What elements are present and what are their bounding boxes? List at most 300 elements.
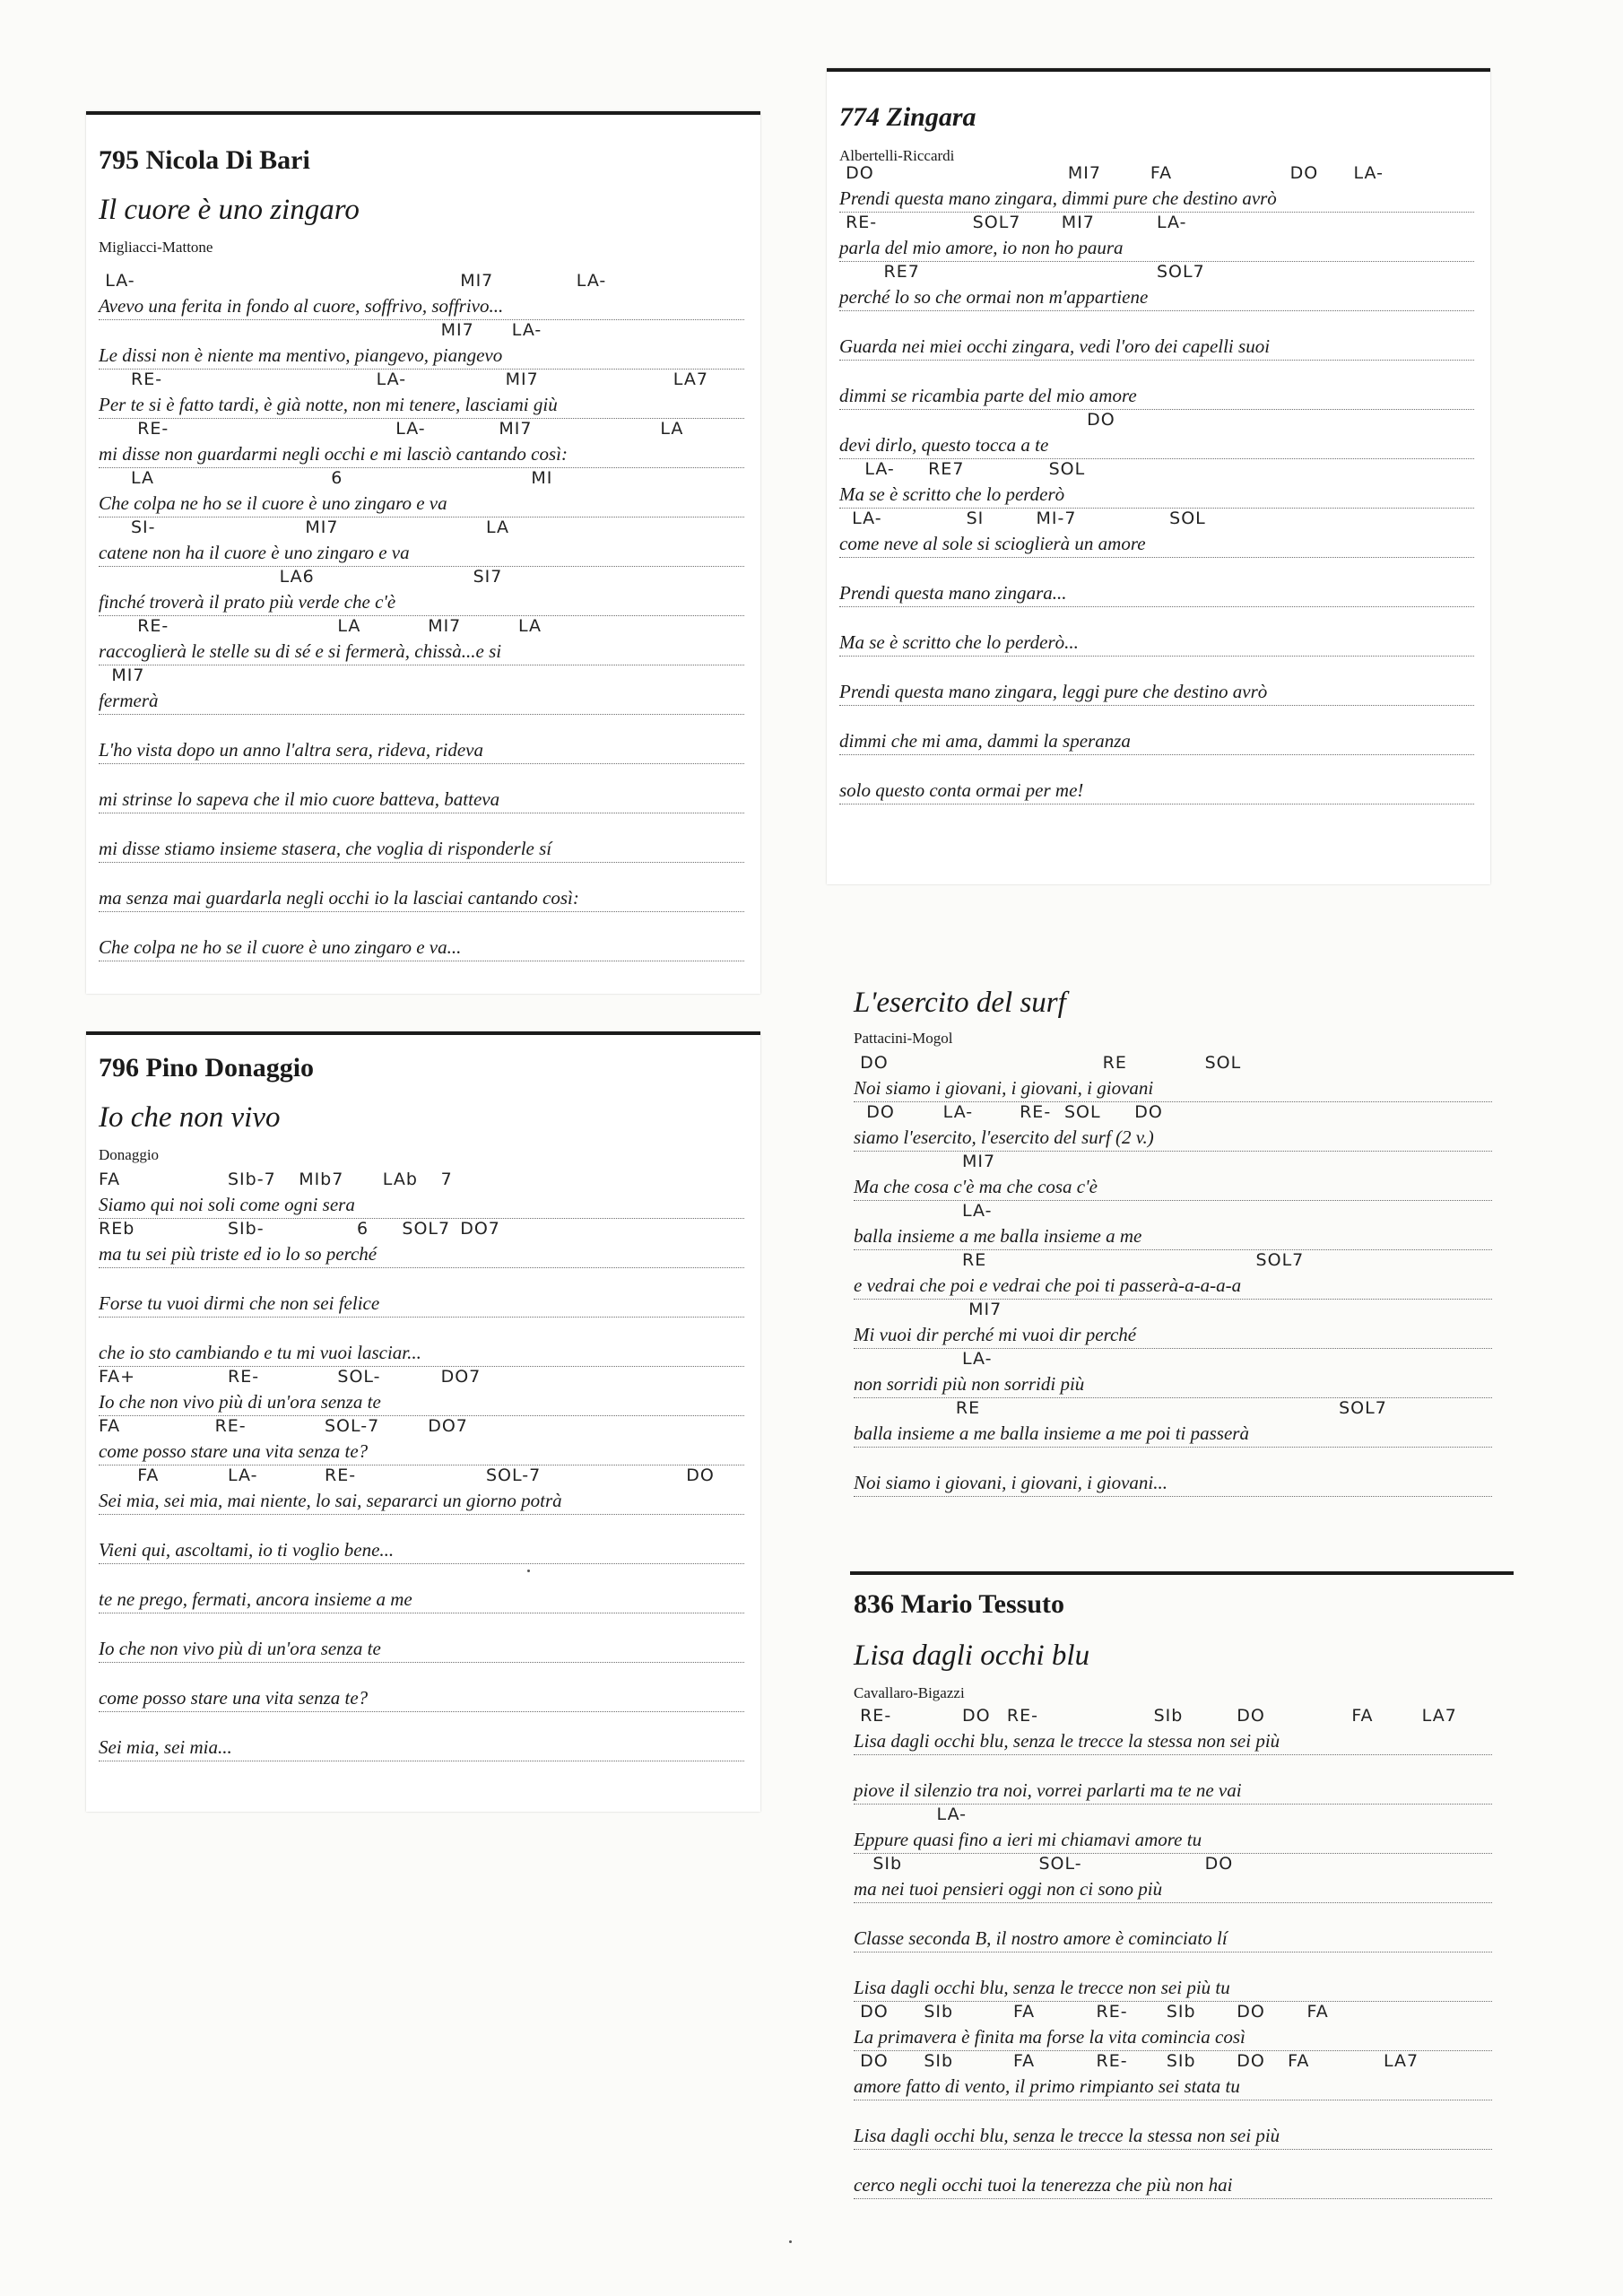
chord-label: RE- <box>137 419 169 439</box>
lyric-text: mi disse stiamo insieme stasera, che voglia di risponderle sí <box>99 838 552 859</box>
chord-label: RE- <box>228 1367 260 1387</box>
song-authors: Migliacci-Mattone <box>99 239 213 256</box>
chord-label: MI7 <box>962 1152 996 1171</box>
lyric-line <box>854 2099 1492 2150</box>
section-rule <box>850 1571 1514 1575</box>
chord-row <box>99 616 744 638</box>
lyric-line <box>99 1562 744 1613</box>
sheet-795 <box>86 111 760 994</box>
chord-label: LA7 <box>1383 2051 1419 2071</box>
chord-label: DO <box>1204 1854 1234 1874</box>
lyric-line <box>99 614 744 665</box>
song-title: L'esercito del surf <box>854 987 1066 1019</box>
lyric-line <box>854 2148 1492 2199</box>
lyric-text: Vieni qui, ascoltami, io ti voglio bene... <box>99 1539 395 1561</box>
song-header: 796 Pino Donaggio <box>99 1053 315 1083</box>
lyric-line <box>99 664 744 715</box>
chord-label: DO <box>866 1102 895 1122</box>
lyric-text: Sei mia, sei mia... <box>99 1736 232 1758</box>
lyric-text: dimmi che mi ama, dammi la speranza <box>839 730 1131 752</box>
chord-label: DO7 <box>460 1219 500 1239</box>
chord-label: RE- <box>846 213 878 232</box>
chord-row <box>99 1318 744 1339</box>
chord-label: FA <box>1013 2051 1036 2071</box>
chord-row <box>854 1805 1492 1826</box>
chord-label: MI7 <box>1061 213 1095 232</box>
chord-label: MI7 <box>1067 163 1101 183</box>
lyric-text: Siamo qui noi soli come ogni sera <box>99 1194 355 1215</box>
lyric-text: Classe seconda B, il nostro amore è cominciato lí <box>854 1927 1228 1949</box>
chord-label: MI7 <box>440 320 474 340</box>
chord-label: DO <box>846 163 874 183</box>
song-header <box>839 102 976 133</box>
song-authors: Albertelli-Riccardi <box>839 147 955 164</box>
lyric-text: dimmi se ricambia parte del mio amore <box>839 385 1137 406</box>
lyric-line <box>99 1513 744 1564</box>
chord-row <box>99 764 744 786</box>
chord-label: DO7 <box>440 1367 482 1387</box>
lyric-line <box>854 2000 1492 2051</box>
section-rule <box>86 1031 760 1035</box>
lyric-line <box>854 1150 1492 1201</box>
lyric-text: Mi vuoi dir perché mi vuoi dir perché <box>854 1324 1137 1345</box>
chord-row <box>854 1102 1492 1124</box>
chord-row <box>99 567 744 588</box>
chord-label: LA- <box>576 271 607 291</box>
song-title: Lisa dagli occhi blu <box>854 1639 1090 1672</box>
chord-label: LA- <box>1157 213 1187 232</box>
chord-row <box>99 1663 744 1684</box>
chord-row <box>99 1170 744 1191</box>
lyric-line <box>99 318 744 370</box>
lyric-text: cerco negli occhi tuoi la tenerezza che più non hai <box>854 2174 1233 2196</box>
lyric-line <box>839 260 1474 311</box>
chord-label: DO7 <box>428 1416 468 1436</box>
chord-label: LA- <box>376 370 407 389</box>
lyric-text: siamo l'esercito, l'esercito del surf (2 v.) <box>854 1126 1154 1148</box>
lyric-line <box>99 1365 744 1416</box>
chord-label: DO <box>1237 2002 1265 2022</box>
chord-label: LA- <box>1353 163 1384 183</box>
chord-label: DO <box>1237 1706 1265 1726</box>
lyric-text: Che colpa ne ho se il cuore è uno zingaro e va <box>99 492 447 514</box>
chord-row <box>99 1268 744 1290</box>
lyric-line <box>99 762 744 813</box>
lyric-text: te ne prego, fermati, ancora insieme a me <box>99 1588 412 1610</box>
chord-row <box>99 1613 744 1635</box>
chord-row <box>854 1854 1492 1875</box>
lyric-text: e vedrai che poi e vedrai che poi ti passerà-a-a-a-a <box>854 1274 1242 1296</box>
lyric-text: parla del mio amore, io non ho paura <box>839 237 1124 258</box>
chord-row <box>99 863 744 884</box>
chord-label: FA <box>99 1170 121 1189</box>
chord-label: LAb <box>382 1170 418 1189</box>
chord-label: LA- <box>105 271 135 291</box>
chord-row <box>99 1367 744 1388</box>
lyric-text: Prendi questa mano zingara, leggi pure che destino avrò <box>839 681 1268 702</box>
chord-label: SOL- <box>337 1367 381 1387</box>
chord-row <box>99 715 744 736</box>
chord-row <box>839 410 1474 431</box>
chord-label: RE7 <box>928 459 965 479</box>
chord-label: SOL <box>1048 459 1086 479</box>
chord-label: DO <box>962 1706 991 1726</box>
chord-row <box>839 311 1474 333</box>
chord-label: DO <box>860 2051 889 2071</box>
chord-label: MI7 <box>499 419 533 439</box>
lyric-line <box>854 1901 1492 1952</box>
chord-label: MI7 <box>505 370 539 389</box>
lyric-text: che io sto cambiando e tu mi vuoi lasciar... <box>99 1342 421 1363</box>
lyric-text: Io che non vivo più di un'ora senza te <box>99 1391 381 1413</box>
lyric-line <box>99 713 744 764</box>
lyric-line <box>854 1446 1492 1497</box>
lyric-text: balla insieme a me balla insieme a me poi ti passerà <box>854 1422 1249 1444</box>
chord-label: RE- <box>325 1465 357 1485</box>
lyric-text: Ma se è scritto che lo perderò <box>839 483 1065 505</box>
chord-label: SI- <box>131 517 156 537</box>
chord-label: 6 <box>331 468 343 488</box>
chord-label: SOL- <box>1038 1854 1082 1874</box>
lyric-text: Eppure quasi fino a ieri mi chiamavi amore tu <box>854 1829 1202 1850</box>
lyric-line <box>854 1753 1492 1805</box>
chord-label: SIb-7 <box>228 1170 276 1189</box>
sheet-surf-836 <box>701 951 1508 2242</box>
chord-row <box>99 1219 744 1240</box>
chord-label: 6 <box>357 1219 369 1239</box>
chord-label: MI7 <box>460 271 494 291</box>
chord-label: SOL-7 <box>486 1465 542 1485</box>
lyric-line <box>854 1248 1492 1300</box>
chord-label: LA- <box>511 320 542 340</box>
chord-label: DO <box>860 1053 889 1073</box>
lyric-line <box>839 704 1474 755</box>
lyric-line <box>839 408 1474 459</box>
chord-row <box>839 361 1474 382</box>
chord-label: SOL <box>1063 1102 1101 1122</box>
chord-row <box>839 706 1474 727</box>
chord-label: SIb <box>1166 2051 1196 2071</box>
chord-label: FA <box>137 1465 160 1485</box>
lyric-line <box>99 1710 744 1761</box>
chord-row <box>839 163 1474 185</box>
chord-label: SIb <box>924 2051 954 2071</box>
lyric-line <box>99 812 744 863</box>
lyric-line <box>839 457 1474 509</box>
lyric-text: Prendi questa mano zingara, dimmi pure che destino avrò <box>839 187 1277 209</box>
chord-label: LA- <box>962 1201 993 1221</box>
chord-row <box>854 2051 1492 2073</box>
chord-row <box>99 517 744 539</box>
lyric-line <box>99 910 744 961</box>
lyric-text: Ma che cosa c'è ma che cosa c'è <box>854 1176 1098 1197</box>
dust-speck <box>527 1570 530 1572</box>
chord-row <box>839 558 1474 579</box>
chord-row <box>854 1152 1492 1173</box>
chord-label: SI7 <box>473 567 503 587</box>
chord-label: SI <box>966 509 985 528</box>
chord-label: LA- <box>936 1805 968 1824</box>
chord-row <box>854 1349 1492 1370</box>
lyric-text: Guarda nei miei occhi zingara, vedi l'oro dei capelli suoi <box>839 335 1271 357</box>
chord-row <box>99 665 744 687</box>
chord-label: DO <box>860 2002 889 2022</box>
chord-label: RE7 <box>883 262 920 282</box>
chord-label: FA <box>1013 2002 1036 2022</box>
chord-row <box>854 1448 1492 1469</box>
chord-row <box>839 755 1474 777</box>
lyric-line <box>854 1100 1492 1152</box>
lyric-line <box>839 655 1474 706</box>
lyric-line <box>99 1414 744 1465</box>
chord-row <box>99 813 744 835</box>
chord-label: LA <box>131 468 155 488</box>
lyric-line <box>99 1168 744 1219</box>
lyric-line <box>99 516 744 567</box>
lyric-text: Per te si è fatto tardi, è già notte, non mi tenere, lasciami giù <box>99 394 558 415</box>
chord-label: LA- <box>962 1349 993 1369</box>
chord-label: RE- <box>131 370 163 389</box>
chord-row <box>99 1465 744 1487</box>
chord-row <box>854 1398 1492 1420</box>
lyric-text: La primavera è finita ma forse la vita comincia così <box>854 2026 1245 2048</box>
chord-label: LA <box>486 517 510 537</box>
lyric-text: L'ho vista dopo un anno l'altra sera, rideva, rideva <box>99 739 483 761</box>
chord-label: FA <box>1150 163 1173 183</box>
chord-row <box>839 459 1474 481</box>
chord-row <box>99 320 744 342</box>
lyric-line <box>99 1661 744 1712</box>
lyric-line <box>99 1217 744 1268</box>
chord-label: RE- <box>1096 2051 1128 2071</box>
chord-label: MI-7 <box>1036 509 1077 528</box>
chord-label: LA <box>337 616 361 636</box>
lyric-text: Che colpa ne ho se il cuore è uno zingaro e va... <box>99 936 462 958</box>
chord-label: MI7 <box>305 517 339 537</box>
chord-row <box>839 213 1474 234</box>
chord-label: SOL7 <box>402 1219 451 1239</box>
lyric-text: Forse tu vuoi dirmi che non sei felice <box>99 1292 380 1314</box>
lyric-text: Lisa dagli occhi blu, senza le trecce la stessa non sei più <box>854 1730 1280 1752</box>
lyric-text: come posso stare una vita senza te? <box>99 1687 369 1709</box>
lyric-line <box>854 1852 1492 1903</box>
lyric-line <box>854 1051 1492 1102</box>
chord-row <box>839 262 1474 283</box>
lyric-line <box>99 1612 744 1663</box>
chord-label: MI7 <box>428 616 462 636</box>
song-header: 795 Nicola Di Bari <box>99 145 310 175</box>
chord-row <box>99 419 744 440</box>
lyric-text: Lisa dagli occhi blu, senza le trecce la stessa non sei più <box>854 2125 1280 2146</box>
lyric-line <box>99 368 744 419</box>
chord-label: DO <box>1134 1102 1163 1122</box>
lyric-line <box>99 1464 744 1515</box>
chord-label: SIb <box>872 1854 903 1874</box>
chord-row <box>854 1300 1492 1321</box>
lyric-text: mi disse non guardarmi negli occhi e mi lasciò cantando così: <box>99 443 568 465</box>
lyric-text: ma tu sei più triste ed io lo so perché <box>99 1243 378 1265</box>
chord-label: SIb- <box>228 1219 265 1239</box>
chord-label: LA- <box>852 509 882 528</box>
lyric-line <box>839 309 1474 361</box>
lyric-text: amore fatto di vento, il primo rimpianto sei stata tu <box>854 2075 1240 2097</box>
lyric-line <box>839 507 1474 558</box>
lyric-text: balla insieme a me balla insieme a me <box>854 1225 1142 1247</box>
lyric-text: devi dirlo, questo tocca a te <box>839 434 1049 456</box>
lyric-line <box>839 359 1474 410</box>
chord-label: DO <box>686 1465 715 1485</box>
chord-label: SIb <box>1166 2002 1196 2022</box>
chord-row <box>854 2002 1492 2023</box>
chord-label: MI7 <box>111 665 145 685</box>
lyric-text: ma nei tuoi pensieri oggi non ci sono più <box>854 1878 1163 1900</box>
lyric-text: fermerà <box>99 690 159 711</box>
chord-label: RE <box>962 1250 987 1270</box>
chord-label: DO <box>1289 163 1319 183</box>
chord-label: MI7 <box>968 1300 1002 1319</box>
chord-row <box>99 1712 744 1734</box>
lyric-text: catene non ha il cuore è uno zingaro e va <box>99 542 410 563</box>
lyric-line <box>99 417 744 468</box>
chord-label: FA+ <box>99 1367 136 1387</box>
lyric-line <box>99 861 744 912</box>
chord-label: SIb <box>924 2002 954 2022</box>
song-authors: Pattacini-Mogol <box>854 1030 953 1047</box>
song-header-text: 774 Zingara <box>839 102 976 132</box>
chord-label: RE <box>955 1398 981 1418</box>
section-rule <box>86 111 760 115</box>
chord-label: DO <box>1087 410 1115 430</box>
chord-row <box>839 607 1474 629</box>
lyric-line <box>839 556 1474 607</box>
chord-label: RE- <box>860 1706 892 1726</box>
lyric-text: Noi siamo i giovani, i giovani, i giovani <box>854 1077 1154 1099</box>
lyric-text: come posso stare una vita senza te? <box>99 1440 369 1462</box>
chord-row <box>854 1706 1492 1727</box>
lyric-line <box>839 605 1474 657</box>
chord-row <box>99 370 744 391</box>
chord-label: SOL <box>1204 1053 1242 1073</box>
lyric-text: non sorridi più non sorridi più <box>854 1373 1085 1395</box>
chord-row <box>854 1201 1492 1222</box>
chord-label: LA- <box>395 419 426 439</box>
dust-speck <box>789 2240 792 2243</box>
chord-row <box>854 1053 1492 1074</box>
lyric-text: Io che non vivo più di un'ora senza te <box>99 1638 381 1659</box>
chord-label: SOL <box>1169 509 1206 528</box>
chord-label: DO <box>1237 2051 1265 2071</box>
chord-label: LA- <box>942 1102 974 1122</box>
chord-label: LA <box>518 616 542 636</box>
lyric-line <box>854 1396 1492 1448</box>
chord-label: LA7 <box>673 370 708 389</box>
lyric-text: Avevo una ferita in fondo al cuore, soffrivo, soffrivo... <box>99 295 504 317</box>
chord-row <box>854 1755 1492 1777</box>
lyric-line <box>854 1298 1492 1349</box>
chord-label: SOL7 <box>1255 1250 1305 1270</box>
lyric-line <box>854 1704 1492 1755</box>
lyric-text: come neve al sole si scioglierà un amore <box>839 533 1146 554</box>
chord-row <box>854 1903 1492 1925</box>
chord-label: SOL7 <box>972 213 1021 232</box>
chord-row <box>854 1952 1492 1974</box>
lyric-text: Lisa dagli occhi blu, senza le trecce non sei più tu <box>854 1977 1230 1998</box>
song-header: 836 Mario Tessuto <box>854 1589 1065 1619</box>
lyric-text: finché troverà il prato più verde che c'è <box>99 591 396 613</box>
song-title: Il cuore è uno zingaro <box>99 194 360 226</box>
section-rule <box>827 68 1490 72</box>
chord-label: REb <box>99 1219 135 1239</box>
lyric-line <box>99 565 744 616</box>
chord-row <box>99 468 744 490</box>
lyric-line <box>839 211 1474 262</box>
chord-label: LA- <box>228 1465 258 1485</box>
chord-label: FA <box>1288 2051 1310 2071</box>
lyric-line <box>99 1266 744 1318</box>
chord-label: LA <box>660 419 684 439</box>
chord-row <box>99 912 744 934</box>
lyric-text: piove il silenzio tra noi, vorrei parlarti ma te ne vai <box>854 1779 1242 1801</box>
chord-label: LA7 <box>1421 1706 1457 1726</box>
lyric-line <box>854 1951 1492 2002</box>
lyric-text: Le dissi non è niente ma mentivo, piangevo, piangevo <box>99 344 503 366</box>
chord-label: RE- <box>1096 2002 1128 2022</box>
chord-label: SIb <box>1153 1706 1184 1726</box>
chord-label: LA6 <box>279 567 315 587</box>
chord-row <box>99 271 744 292</box>
chord-row <box>99 1515 744 1536</box>
chord-row <box>99 1564 744 1586</box>
chord-label: FA <box>99 1416 121 1436</box>
lyric-line <box>839 753 1474 804</box>
lyric-line <box>854 1803 1492 1854</box>
song-authors: Donaggio <box>99 1146 160 1163</box>
lyric-line <box>854 1199 1492 1250</box>
song-authors: Cavallaro-Bigazzi <box>854 1684 965 1701</box>
lyric-line <box>99 1316 744 1367</box>
lyric-line <box>99 466 744 517</box>
chord-row <box>854 2150 1492 2171</box>
chord-label: SOL-7 <box>325 1416 380 1436</box>
chord-label: SOL7 <box>1339 1398 1387 1418</box>
lyric-text: Prendi questa mano zingara... <box>839 582 1067 604</box>
chord-row <box>99 1416 744 1438</box>
chord-label: RE- <box>1020 1102 1052 1122</box>
chord-label: RE- <box>1006 1706 1038 1726</box>
lyric-text: Noi siamo i giovani, i giovani, i giovani... <box>854 1472 1167 1493</box>
chord-row <box>854 1250 1492 1272</box>
lyric-text: raccoglierà le stelle su di sé e si fermerà, chissà...e si <box>99 640 502 662</box>
chord-label: FA <box>1351 1706 1374 1726</box>
lyric-line <box>854 2049 1492 2100</box>
chord-row <box>839 657 1474 678</box>
chord-label: RE <box>1102 1053 1127 1073</box>
sheet-796 <box>86 1031 760 1812</box>
lyric-text: Ma se è scritto che lo perderò... <box>839 631 1079 653</box>
sheet-774 <box>827 68 1490 884</box>
lyric-text: solo questo conta ormai per me! <box>839 779 1084 801</box>
lyric-text: mi strinse lo sapeva che il mio cuore batteva, batteva <box>99 788 500 810</box>
chord-label: 7 <box>440 1170 453 1189</box>
chord-row <box>854 2100 1492 2122</box>
chord-label: MI <box>531 468 553 488</box>
lyric-text: perché lo so che ormai non m'appartiene <box>839 286 1149 308</box>
lyric-line <box>854 1347 1492 1398</box>
chord-label: LA- <box>864 459 895 479</box>
chord-label: RE- <box>137 616 169 636</box>
chord-row <box>839 509 1474 530</box>
chord-label: FA <box>1306 2002 1329 2022</box>
